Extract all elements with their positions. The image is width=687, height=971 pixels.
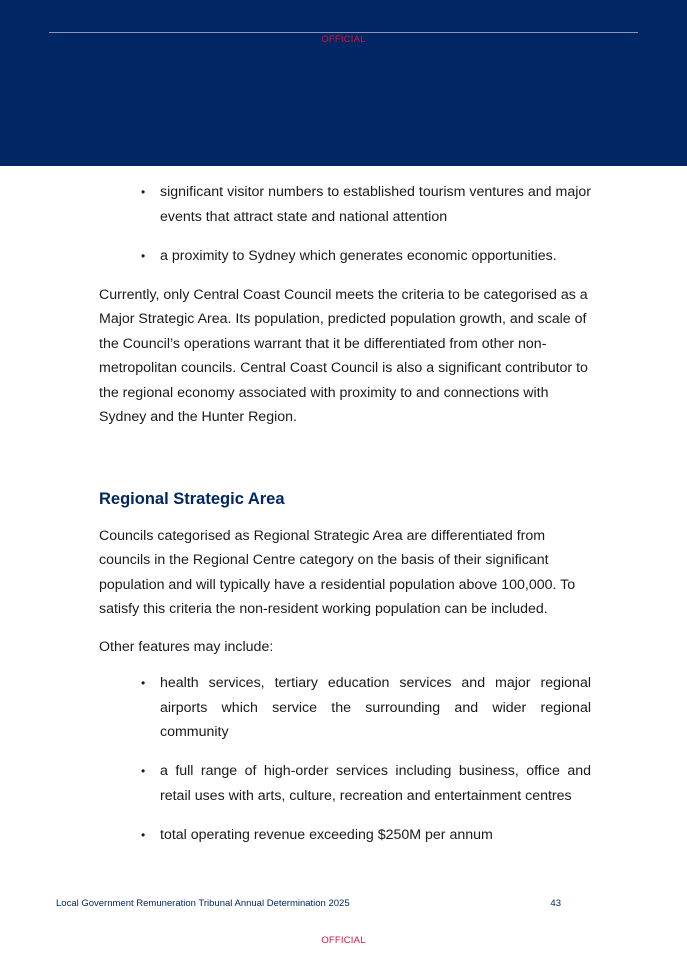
feature-bullet-list bbox=[99, 671, 591, 847]
bullet-icon: • bbox=[141, 676, 146, 690]
list-item-text: a full range of high-order services including business, office and retail uses with arts, culture, recreation and entertainment centres bbox=[160, 763, 591, 804]
body-paragraph: Other features may include: bbox=[99, 638, 274, 655]
list-item bbox=[99, 180, 591, 229]
bullet-icon: • bbox=[141, 764, 146, 778]
list-item-text: significant visitor numbers to established tourism ventures and major events that attract state and national attention bbox=[160, 184, 591, 225]
bullet-icon: • bbox=[141, 827, 146, 842]
body-paragraph: Currently, only Central Coast Council meets the criteria to be categorised as a Major Strategic Area. Its population, predicted population growth, and scale of the Council’s operations warrant that it be differentiated from other non-metropolitan councils. Central Coast Council is also a significant contributor to the regional economy associated with proximity to and connections with Sydney and the Hunter Region. bbox=[99, 286, 588, 425]
security-marking-bottom: OFFICIAL bbox=[321, 935, 366, 946]
section-heading: Regional Strategic Area bbox=[99, 489, 285, 508]
list-item bbox=[99, 823, 591, 848]
list-item bbox=[99, 759, 591, 808]
intro-bullet-list bbox=[99, 180, 591, 268]
body-paragraph: Councils categorised as Regional Strategic Area are differentiated from councils in the Regional Centre category on the basis of their significant population and will typically have a residential population above 100,000. To satisfy this criteria the non-resident working population can be included. bbox=[99, 527, 576, 617]
security-marking-top: OFFICIAL bbox=[321, 34, 366, 45]
header-banner bbox=[0, 0, 687, 166]
list-item-text: a proximity to Sydney which generates economic opportunities. bbox=[160, 247, 557, 264]
page-footer bbox=[56, 898, 561, 909]
page-number: 43 bbox=[550, 898, 561, 909]
list-item bbox=[99, 244, 591, 269]
list-item-text: total operating revenue exceeding $250M per annum bbox=[160, 826, 493, 843]
bullet-icon: • bbox=[141, 248, 146, 263]
list-item-text: health services, tertiary education services and major regional airports which service the surrounding and wider regional community bbox=[160, 675, 591, 740]
bullet-icon: • bbox=[141, 185, 146, 199]
list-item bbox=[99, 671, 591, 745]
footer-title: Local Government Remuneration Tribunal Annual Determination 2025 bbox=[56, 898, 350, 909]
header-rule bbox=[49, 32, 638, 33]
page-content bbox=[99, 180, 591, 862]
